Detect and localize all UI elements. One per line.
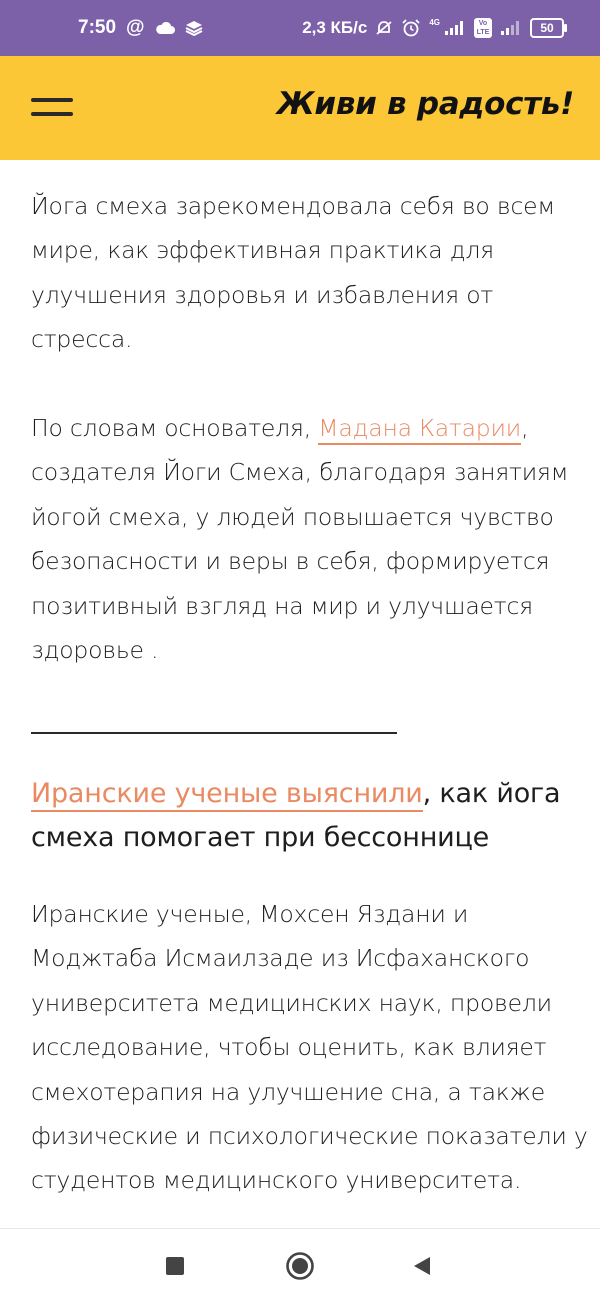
section-heading <box>31 772 591 861</box>
volte-top: Vo <box>478 20 488 27</box>
triangle-back-icon[interactable] <box>405 1249 439 1283</box>
section-divider <box>31 732 397 734</box>
volte-icon <box>474 18 492 38</box>
status-time: 7:50 <box>78 17 117 38</box>
battery-icon <box>530 18 564 38</box>
network-speed: 2,3 КБ/с <box>302 18 368 37</box>
status-right <box>302 0 564 56</box>
volte-bottom: LTE <box>476 29 490 36</box>
cloud-icon <box>155 21 175 35</box>
article-paragraph-3: Иранские ученые, Мохсен Яздани и Моджтаба Исмаилзаде из Исфаханского университета медицинских наук, провели исследование, чтобы оценить, как влияет смехотерапия на улучшение сна, а также физические и психологические показатели у студентов медицинского университета. <box>31 900 588 1195</box>
alarm-icon <box>401 18 421 38</box>
signal-icon-2 <box>500 20 522 36</box>
navigation-bar <box>0 1228 600 1300</box>
section-heading-text: , как йога смеха помогает при бессоннице <box>31 778 561 854</box>
madan-kataria-link[interactable]: Мадана Катарии <box>318 414 521 445</box>
app-header <box>0 56 600 160</box>
battery-level: 50 <box>540 21 554 35</box>
hamburger-menu-icon[interactable] <box>28 88 76 128</box>
network-type: 4G <box>429 17 440 27</box>
signal-icon <box>444 20 466 36</box>
alarm-off-icon <box>375 19 393 37</box>
paragraph-2-text-before: По словам основателя, <box>31 414 319 442</box>
square-icon[interactable] <box>158 1249 192 1283</box>
iranian-scientists-link[interactable]: Иранские ученые выяснили <box>31 778 423 812</box>
layers-icon <box>185 20 203 36</box>
at-sign-icon: @ <box>126 17 145 38</box>
article-paragraph-1: Йога смеха зарекомендовала себя во всем мире, как эффективная практика для улучшения здоровья и избавления от стресса. <box>31 192 555 354</box>
site-title[interactable]: Живи в радость! <box>276 86 574 122</box>
article-paragraph-2 <box>31 406 591 672</box>
circle-icon[interactable] <box>283 1249 317 1283</box>
status-left <box>78 0 203 56</box>
status-bar <box>0 0 600 56</box>
paragraph-2-text-after: , создателя Йоги Смеха, благодаря занятиям йогой смеха, у людей повышается чувство безопасности и веры в себя, формируется позитивный взгляд на мир и улучшается здоровье . <box>31 414 569 665</box>
